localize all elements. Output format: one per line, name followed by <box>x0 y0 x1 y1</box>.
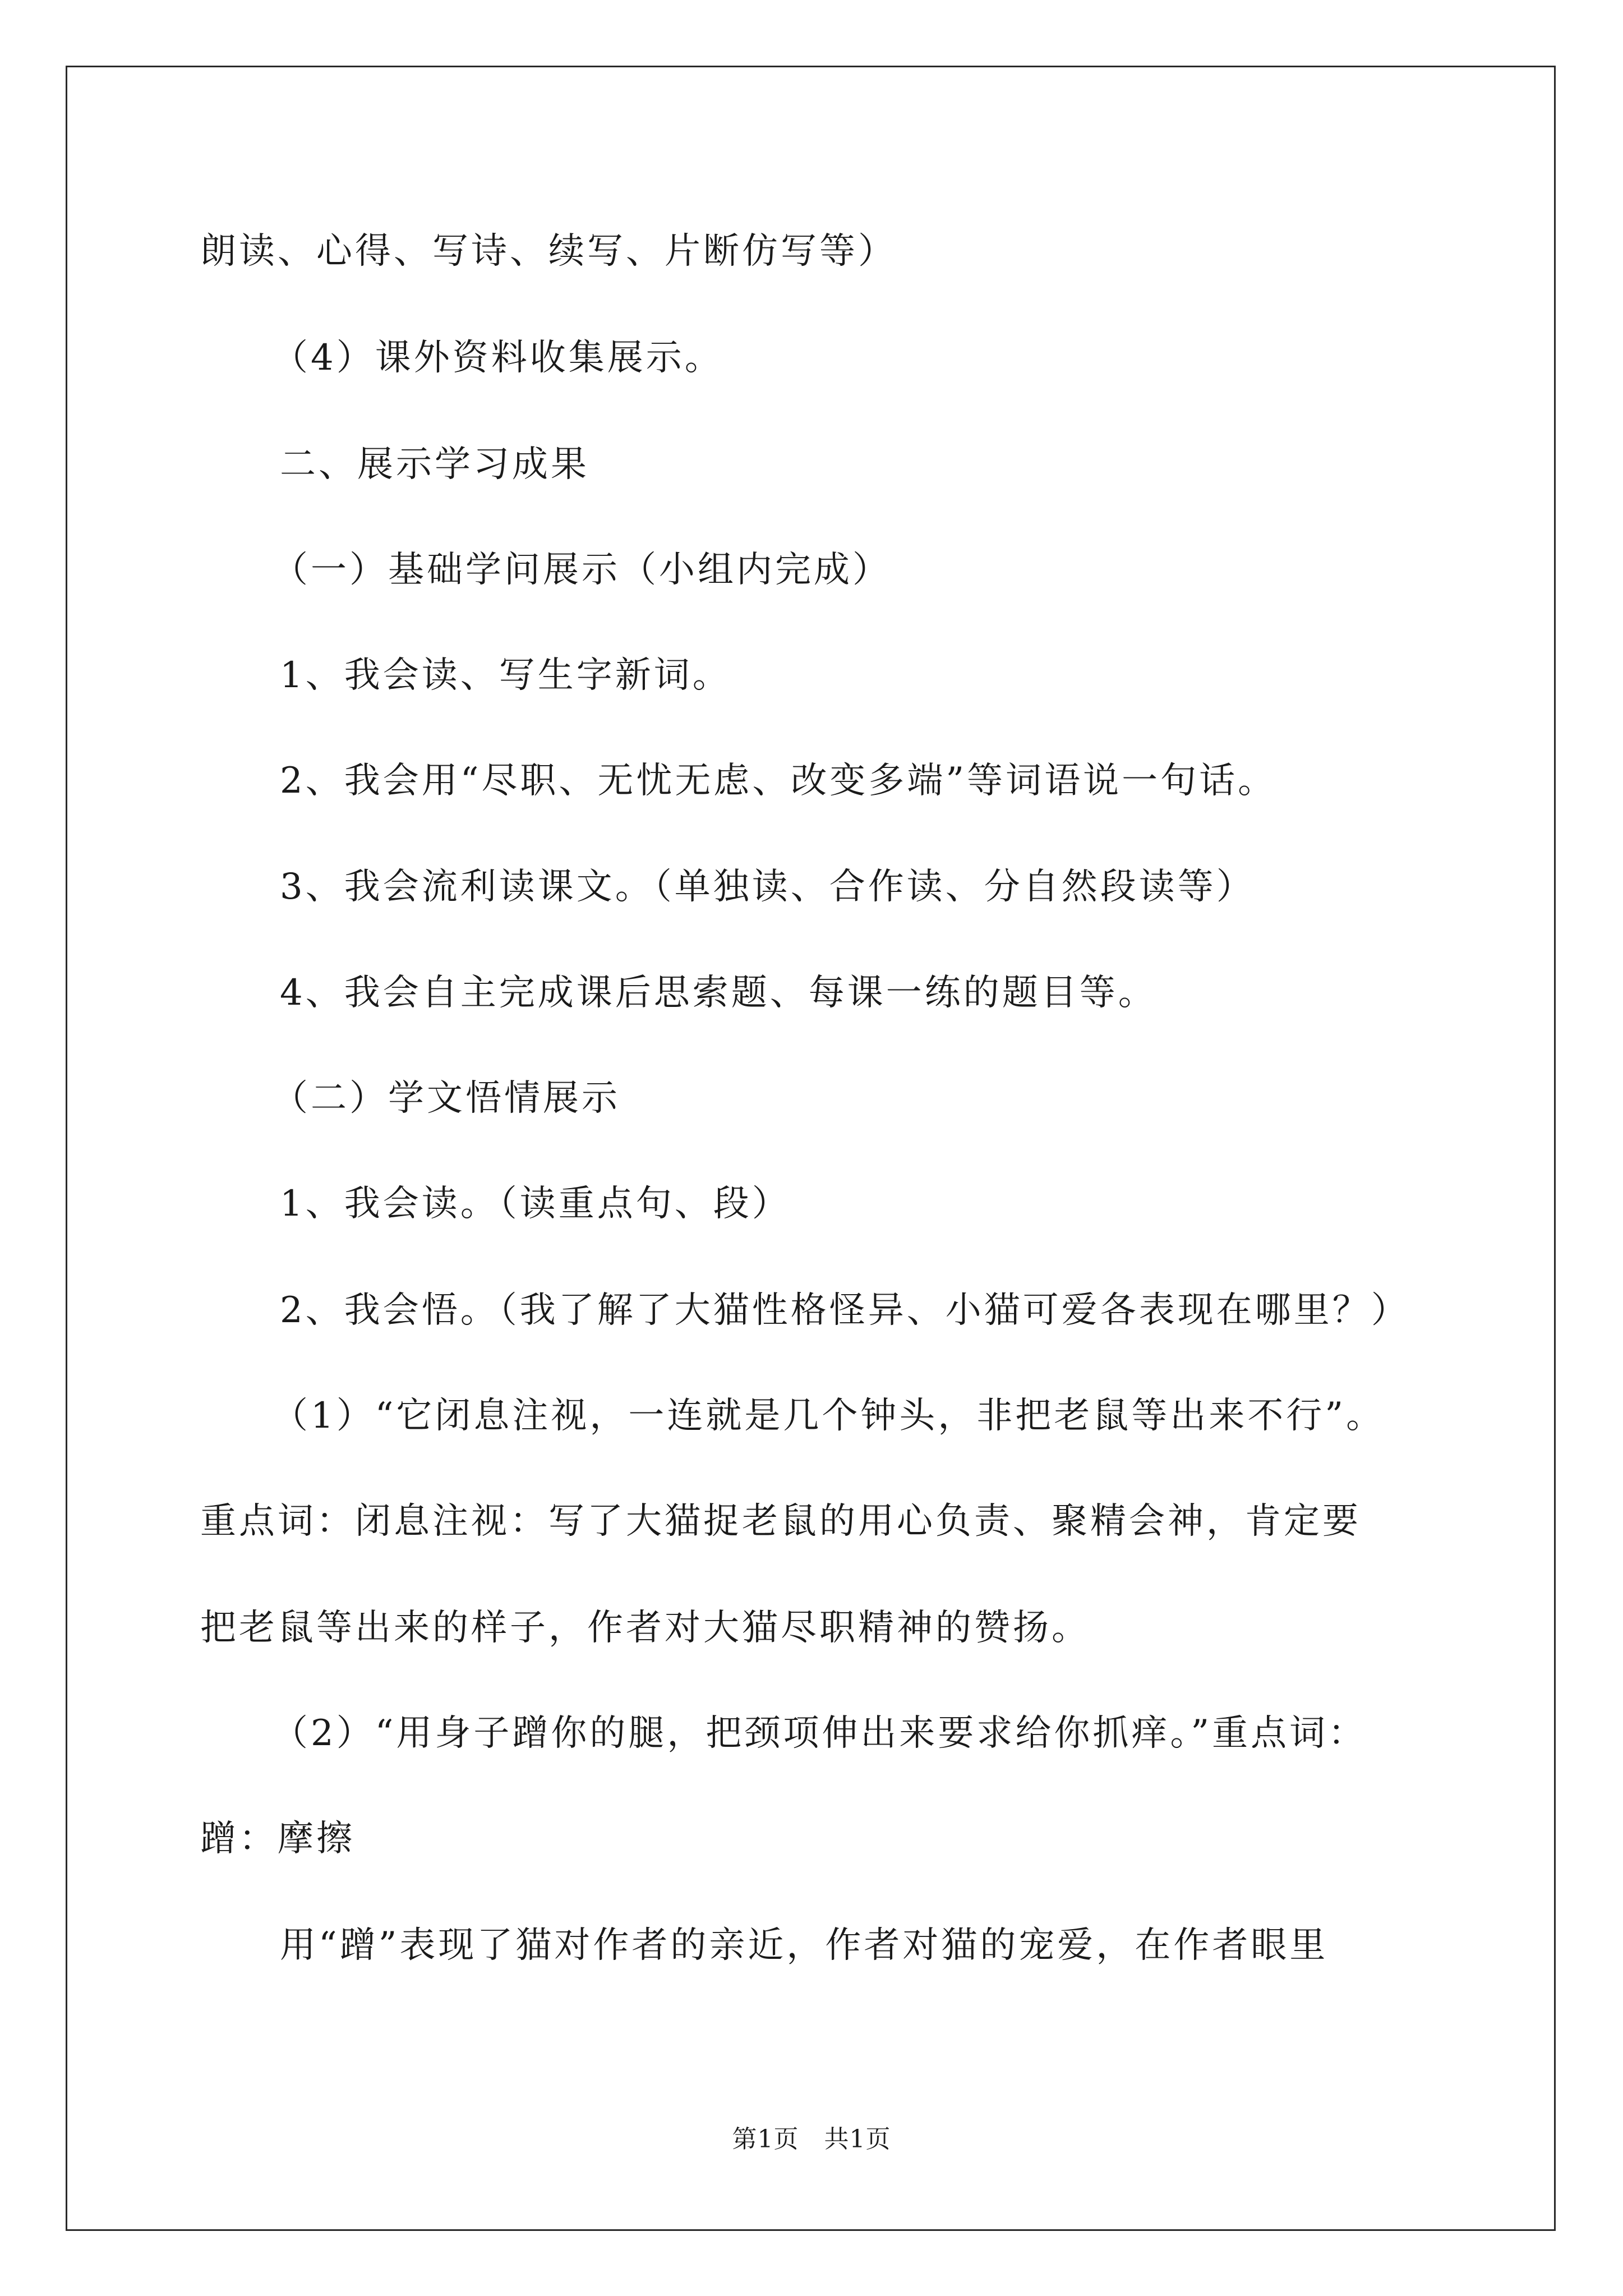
text-line: 蹭：摩擦 <box>200 1818 355 1860</box>
text-line: 重点词：闭息注视：写了大猫捉老鼠的用心负责、聚精会神，肯定要 <box>200 1501 1361 1542</box>
text-line: （2）“用身子蹭你的腿，把颈项伸出来要求给你抓痒。”重点词： <box>272 1713 1367 1754</box>
text-line: （4）课外资料收集展示。 <box>272 337 723 379</box>
page-border <box>66 66 1556 2231</box>
section-heading: 二、展示学习成果 <box>280 444 589 485</box>
list-item: 1、我会读。（读重点句、段） <box>280 1183 791 1225</box>
list-item: 2、我会用“尽职、无忧无虑、改变多端”等词语说一句话。 <box>280 760 1277 802</box>
list-item: 1、我会读、写生字新词。 <box>280 655 731 696</box>
text-line: 把老鼠等出来的样子，作者对大猫尽职精神的赞扬。 <box>200 1607 1090 1649</box>
text-line: 用“蹭”表现了猫对作者的亲近，作者对猫的宠爱，在作者眼里 <box>280 1925 1329 1966</box>
list-item: 2、我会悟。（我了解了大猫性格怪异、小猫可爱各表现在哪里？） <box>280 1290 1410 1331</box>
page-footer: 第1页 共1页 <box>732 2125 891 2154</box>
text-line: （1）“它闭息注视，一连就是几个钟头，非把老鼠等出来不行”。 <box>272 1395 1385 1437</box>
list-item: 4、我会自主完成课后思索题、每课一练的题目等。 <box>280 972 1157 1014</box>
subsection-heading: （一）基础学问展示（小组内完成） <box>272 549 891 591</box>
text-line: 朗读、心得、写诗、续写、片断仿写等） <box>200 231 897 272</box>
subsection-heading: （二）学文悟情展示 <box>272 1078 620 1119</box>
list-item: 3、我会流利读课文。（单独读、合作读、分自然段读等） <box>280 866 1255 908</box>
